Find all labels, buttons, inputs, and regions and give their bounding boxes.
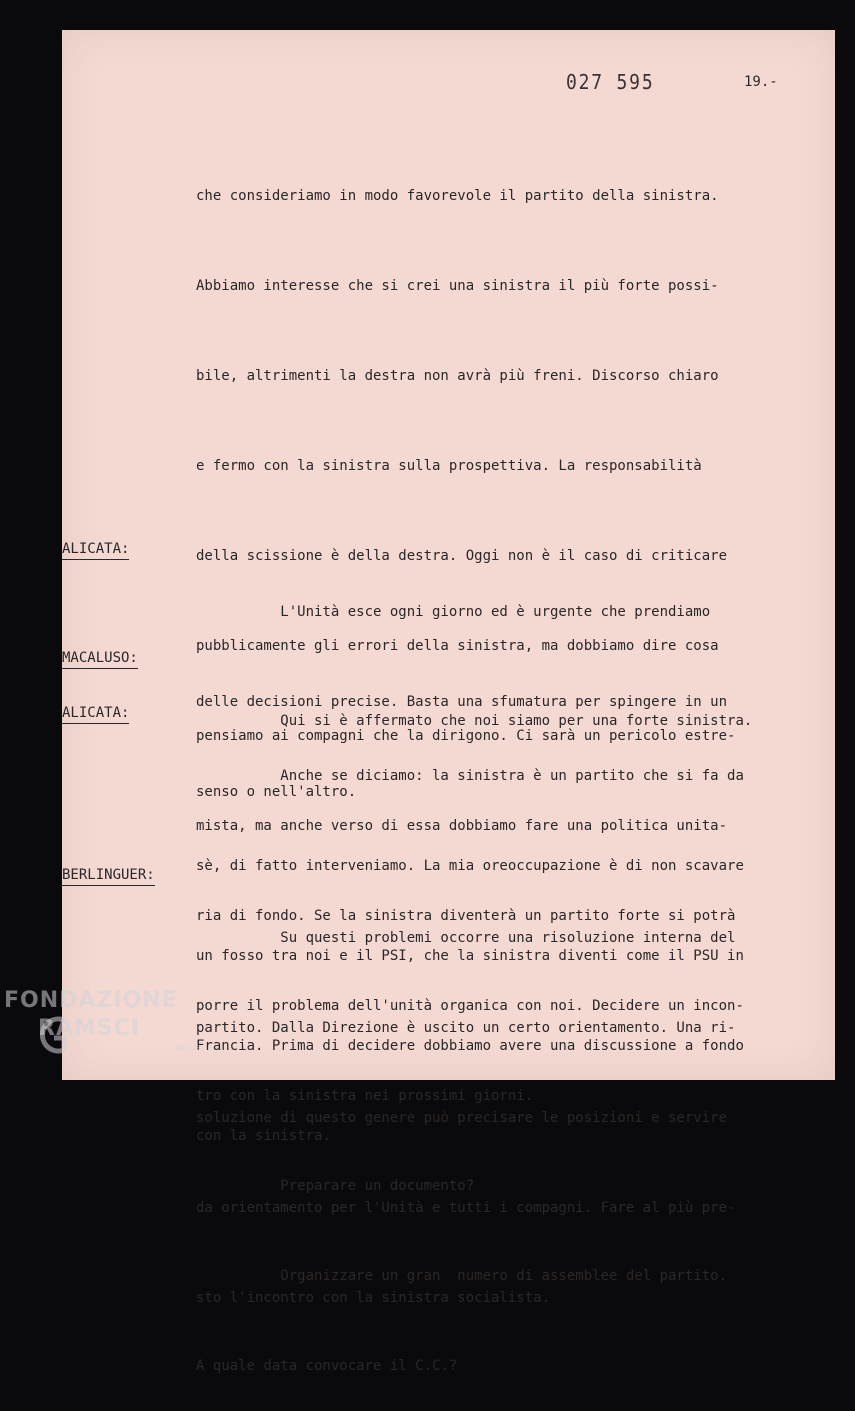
text-line: porre il problema dell'unità organica con noi. Decidere un incon- — [196, 998, 744, 1014]
text-line: con la sinistra. — [196, 1128, 331, 1144]
watermark-line-1: FONDAZIONE — [4, 988, 178, 1013]
text-line: senso o nell'altro. — [196, 784, 357, 800]
text-line: e fermo con la sinistra sulla prospettiva. La responsabilità — [196, 458, 702, 474]
text-line: Anche se diciamo: la sinistra è un partito che si fa da — [196, 768, 744, 784]
archive-number: 027 595 — [566, 70, 655, 94]
speaker-label: BERLINGUER: — [62, 866, 155, 886]
text-line: mista, ma anche verso di essa dobbiamo fare una politica unita- — [196, 818, 728, 834]
speech-berlinguer — [196, 863, 735, 1343]
text-line: L'Unità esce ogni giorno ed è urgente che prendiamo — [196, 604, 711, 620]
text-line: pensiamo ai compagni che la dirigono. Ci sarà un pericolo estre- — [196, 728, 736, 744]
text-line: Abbiamo interesse che si crei una sinistra il più forte possi- — [196, 278, 719, 294]
speaker-label: ALICATA: — [62, 704, 129, 724]
text-line: della scissione è della destra. Oggi non è il caso di criticare — [196, 548, 728, 564]
text-line: Qui si è affermato che noi siamo per una forte sinistra. — [196, 713, 753, 729]
text-line: soluzione di questo genere può precisare le posizioni e servire — [196, 1110, 728, 1126]
watermark-line-3: onlus — [176, 1043, 201, 1053]
fondazione-gramsci-watermark — [4, 988, 214, 1068]
text-line: Organizzare un gran numero di assemblee del partito. — [196, 1268, 728, 1284]
text-line: sto l'incontro con la sinistra socialista. — [196, 1290, 551, 1306]
text-line: tro con la sinistra nei prossimi giorni. — [196, 1088, 534, 1104]
text-line: ria di fondo. Se la sinistra diventerà un partito forte si potrà — [196, 908, 736, 924]
text-line: partito. Dalla Direzione è uscito un certo orientamento. Una ri- — [196, 1020, 736, 1036]
text-line: Su questi problemi occorre una risoluzione interna del — [196, 930, 736, 946]
speaker-label: MACALUSO: — [62, 649, 138, 669]
text-line: pubblicamente gli errori della sinistra, ma dobbiamo dire cosa — [196, 638, 719, 654]
speaker-label: ALICATA: — [62, 540, 129, 560]
text-line: sè, di fatto interveniamo. La mia oreoccupazione è di non scavare — [196, 858, 744, 874]
text-line: bile, altrimenti la destra non avrà più freni. Discorso chiaro — [196, 368, 719, 384]
watermark-line-2: RAMSCI — [38, 1016, 141, 1041]
text-line: Francia. Prima di decidere dobbiamo avere una discussione a fondo — [196, 1038, 744, 1054]
text-line: Preparare un documento? — [196, 1178, 475, 1194]
text-line: che consideriamo in modo favorevole il partito della sinistra. — [196, 188, 719, 204]
text-line: da orientamento per l'Unità e tutti i compagni. Fare al più pre- — [196, 1200, 736, 1216]
text-line: un fosso tra noi e il PSI, che la sinistra diventi come il PSU in — [196, 948, 744, 964]
text-line: A quale data convocare il C.C.? — [196, 1358, 458, 1374]
page-number: 19.- — [744, 74, 778, 90]
text-line: delle decisioni precise. Basta una sfumatura per spingere in un — [196, 694, 728, 710]
